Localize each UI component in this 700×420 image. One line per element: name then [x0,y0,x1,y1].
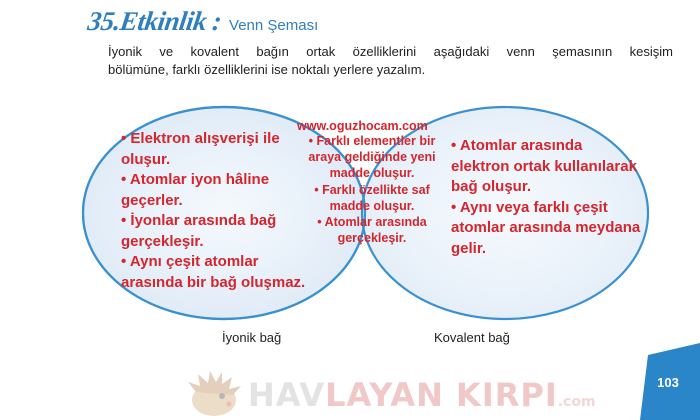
ionic-item: • Elektron alışverişi ile oluşur. [121,130,280,168]
hedgehog-mascot-icon [188,371,241,416]
ionic-item: • Aynı çeşit atomlar arasında bir bağ oluşmaz. [121,253,306,291]
covalent-item: • Atomlar arasında elektron ortak kullanılarak bağ oluşur. [451,137,637,195]
ionic-item: • İyonlar arasında bağ gerçekleşir. [121,212,277,250]
common-item: • Atomlar arasında gerçekleşir. [317,215,427,246]
covalent-bond-label: Kovalent bağ [434,330,510,345]
brand-part: .com [557,394,596,410]
covalent-item: • Aynı veya farklı çeşit atomlar arasında meydana gelir. [451,198,641,257]
activity-number: 35.Etkinlik : [85,6,224,36]
instruction-line-2: bölümüne, farklı özelliklerini ise noktalı yerlere yazalım. [108,62,426,77]
instruction-line-1: İyonik ve kovalent bağın ortak özelliklerini aşağıdaki venn şemasının kesişim [108,44,673,59]
source-watermark-url: www.oguzhocam.com [297,119,428,133]
intersection-region [298,133,446,246]
covalent-only-region [451,136,641,259]
brand-part: HAV [248,376,326,414]
brand-part: KIRPI [456,376,558,414]
brand-part: LAYAN [325,376,457,414]
common-item: • Farklı özellikte saf madde oluşur. [314,182,430,213]
page-number: 103 [657,374,679,390]
ionic-item: • Atomlar iyon hâline geçerler. [121,171,270,209]
ionic-only-region [121,129,306,293]
common-item: • Farklı elementler bir araya geldiğinde yeni madde oluşur. [308,134,436,181]
activity-subtitle: Venn Şeması [229,17,319,34]
brand-watermark [248,376,596,414]
ionic-bond-label: İyonik bağ [222,330,282,345]
